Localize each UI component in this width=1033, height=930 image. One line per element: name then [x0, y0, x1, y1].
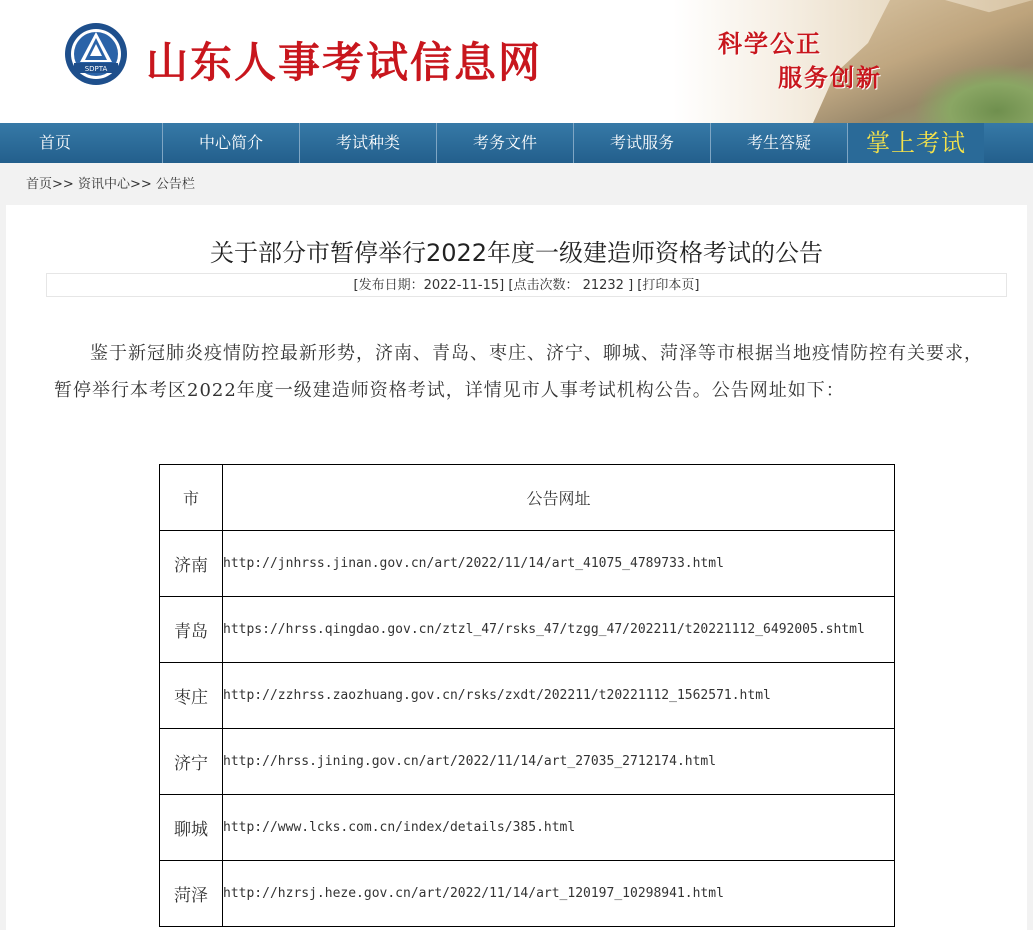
city-cell: 青岛	[160, 597, 223, 663]
site-title[interactable]: 山东人事考试信息网	[146, 38, 543, 87]
breadcrumb-news-center[interactable]: 资讯中心	[77, 177, 130, 192]
url-cell	[223, 597, 895, 663]
site-header	[0, 0, 1033, 123]
nav-home[interactable]	[0, 123, 163, 163]
table-row	[160, 795, 895, 861]
city-cell: 济南	[160, 531, 223, 597]
site-logo[interactable]	[64, 22, 128, 86]
table-header-url: 公告网址	[223, 465, 895, 531]
nav-exam-documents[interactable]: 考务文件	[437, 123, 574, 163]
breadcrumb-home[interactable]: 首页	[26, 177, 53, 192]
announcement-url-table	[159, 464, 895, 927]
nav-candidate-faq[interactable]: 考生答疑	[711, 123, 848, 163]
city-cell: 聊城	[160, 795, 223, 861]
table-row	[160, 663, 895, 729]
table-row	[160, 531, 895, 597]
table-row	[160, 861, 895, 927]
url-cell	[223, 795, 895, 861]
article-container	[6, 205, 1027, 930]
main-nav	[0, 123, 1033, 163]
breadcrumb-separator: >>	[129, 177, 152, 192]
sdpta-logo-icon	[64, 22, 128, 86]
logo-text: SDPTA	[84, 65, 108, 73]
city-cell: 枣庄	[160, 663, 223, 729]
url-cell	[223, 729, 895, 795]
breadcrumb	[0, 163, 1033, 201]
nav-exam-services[interactable]: 考试服务	[574, 123, 711, 163]
print-page-link[interactable]: [打印本页]	[637, 278, 700, 293]
city-cell: 菏泽	[160, 861, 223, 927]
table-row	[160, 729, 895, 795]
table-header-row	[160, 465, 895, 531]
nav-center-intro[interactable]: 中心简介	[163, 123, 300, 163]
breadcrumb-bulletin[interactable]: 公告栏	[155, 177, 195, 192]
url-cell	[223, 861, 895, 927]
url-cell	[223, 531, 895, 597]
tree-scenery	[913, 63, 1033, 123]
nav-mobile-exam[interactable]: 掌上考试	[848, 123, 984, 163]
url-link[interactable]: https://hrss.qingdao.gov.cn/ztzl_47/rsks_47/tzgg_47/202211/t20221112_6492005.shtml	[223, 622, 865, 637]
publish-date: [发布日期：2022-11-15]	[353, 278, 505, 293]
nav-exam-types[interactable]: 考试种类	[300, 123, 437, 163]
slogan-line-1: 科学公正	[718, 29, 822, 58]
article-meta	[46, 273, 1007, 297]
city-cell: 济宁	[160, 729, 223, 795]
table-row	[160, 597, 895, 663]
click-count: [点击次数： 21232 ]	[508, 278, 634, 293]
breadcrumb-separator: >>	[52, 177, 74, 192]
article-title: 关于部分市暂停举行2022年度一级建造师资格考试的公告	[209, 239, 824, 267]
url-cell	[223, 663, 895, 729]
nav-home-label: 首页	[38, 133, 71, 152]
slogan-line-2: 服务创新	[778, 63, 882, 92]
url-link[interactable]: http://hrss.jining.gov.cn/art/2022/11/14/art_27035_2712174.html	[223, 754, 717, 769]
url-link[interactable]: http://zzhrss.zaozhuang.gov.cn/rsks/zxdt/202211/t20221112_1562571.html	[223, 688, 771, 703]
url-link[interactable]: http://jnhrss.jinan.gov.cn/art/2022/11/14/art_41075_4789733.html	[223, 556, 724, 571]
article-body: 鉴于新冠肺炎疫情防控最新形势，济南、青岛、枣庄、济宁、聊城、菏泽等市根据当地疫情防控有关要求，暂停举行本考区2022年度一级建造师资格考试，详情见市人事考试机构公告。公告网址如下：	[54, 343, 983, 401]
url-link[interactable]: http://www.lcks.com.cn/index/details/385.html	[223, 820, 576, 835]
url-link[interactable]: http://hzrsj.heze.gov.cn/art/2022/11/14/art_120197_10298941.html	[223, 886, 724, 901]
table-header-city: 市	[160, 465, 223, 531]
